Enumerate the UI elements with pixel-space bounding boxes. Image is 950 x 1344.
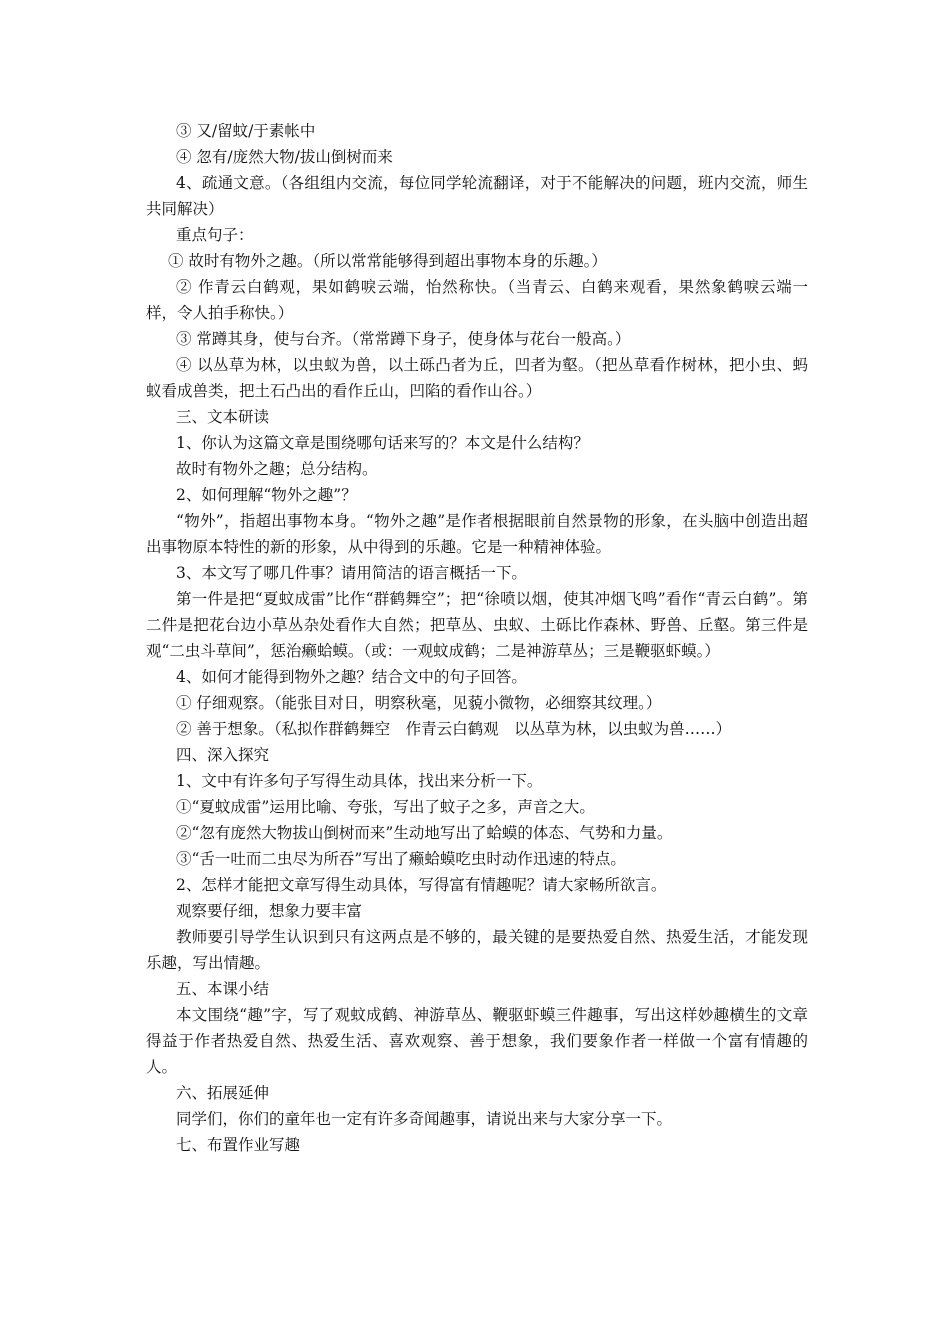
paragraph: 4、疏通文意。（各组组内交流，每位同学轮流翻译，对于不能解决的问题，班内交流，师生共同解决） [146,174,808,218]
paragraph: ②“忽有庞然大物拔山倒树而来”生动地写出了蛤蟆的体态、气势和力量。 [176,824,673,842]
section-heading: 六、拓展延伸 [176,1084,270,1102]
paragraph: 2、怎样才能把文章写得生动具体，写得富有情趣呢？请大家畅所欲言。 [176,876,667,894]
paragraph: ③ 常蹲其身，使与台齐。（常常蹲下身子，使身体与花台一般高。） [176,330,631,348]
document-body [146,118,808,1158]
paragraph: 重点句子： [176,226,254,244]
paragraph: ① 仔细观察。（能张目对日，明察秋毫，见藐小微物，必细察其纹理。） [176,694,662,712]
paragraph: 本文围绕“趣”字，写了观蚊成鹤、神游草丛、鞭驱虾蟆三件趣事，写出这样妙趣横生的文章得益于作者热爱自然、热爱生活、喜欢观察、善于想象，我们要象作者一样做一个富有情趣的人。 [146,1006,808,1076]
paragraph: ① 故时有物外之趣。（所以常常能够得到超出事物本身的乐趣。） [168,252,607,270]
paragraph: ③ 又/留蚊/于素帐中 [176,122,316,140]
paragraph: 故时有物外之趣；总分结构。 [176,460,378,478]
paragraph: 4、如何才能得到物外之趣？结合文中的句子回答。 [176,668,527,686]
paragraph: ①“夏蚊成雷”运用比喻、夸张，写出了蚊子之多，声音之大。 [176,798,595,816]
paragraph: ② 善于想象。（私拟作群鹤舞空 作青云白鹤观 以丛草为林，以虫蚁为兽……） [176,720,732,738]
paragraph: 2、如何理解“物外之趣”？ [176,486,357,504]
paragraph: 观察要仔细，想象力要丰富 [176,902,363,920]
paragraph: 第一件是把“夏蚊成雷”比作“群鹤舞空”；把“徐喷以烟，使其冲烟飞鸣”看作“青云白鹤”。第二件是把花台边小草丛杂处看作大自然；把草丛、虫蚁、土砾比作森林、野兽、丘壑。第三件是观“二虫斗草间”，惩治癞蛤蟆。（或：一观蚊成鹤；二是神游草丛；三是鞭驱虾蟆。） [146,590,808,660]
paragraph: “物外”，指超出事物本身。“物外之趣”是作者根据眼前自然景物的形象，在头脑中创造出超出事物原本特性的新的形象，从中得到的乐趣。它是一种精神体验。 [146,512,808,556]
section-heading: 五、本课小结 [176,980,270,998]
paragraph: ③“舌一吐而二虫尽为所吞”写出了癞蛤蟆吃虫时动作迅速的特点。 [176,850,626,868]
paragraph: 同学们，你们的童年也一定有许多奇闻趣事，请说出来与大家分享一下。 [176,1110,673,1128]
paragraph: 教师要引导学生认识到只有这两点是不够的，最关键的是要热爱自然、热爱生活，才能发现乐趣，写出情趣。 [146,928,808,972]
section-heading: 三、文本研读 [176,408,270,426]
paragraph: 1、你认为这篇文章是围绕哪句话来写的？本文是什么结构？ [176,434,589,452]
paragraph: ④ 忽有/庞然大物/拔山倒树而来 [176,148,393,166]
paragraph: 3、本文写了哪几件事？请用简洁的语言概括一下。 [176,564,527,582]
paragraph: ④ 以丛草为林，以虫蚁为兽，以土砾凸者为丘，凹者为壑。（把丛草看作树林，把小虫、蚂蚁看成兽类，把土石凸出的看作丘山，凹陷的看作山谷。） [146,356,808,400]
section-heading: 四、深入探究 [176,746,270,764]
paragraph: 1、文中有许多句子写得生动具体，找出来分析一下。 [176,772,543,790]
section-heading: 七、布置作业写趣 [176,1136,301,1154]
paragraph: ② 作青云白鹤观，果如鹤唳云端，怡然称快。（当青云、白鹤来观看，果然象鹤唳云端一样，令人拍手称快。） [146,278,808,322]
